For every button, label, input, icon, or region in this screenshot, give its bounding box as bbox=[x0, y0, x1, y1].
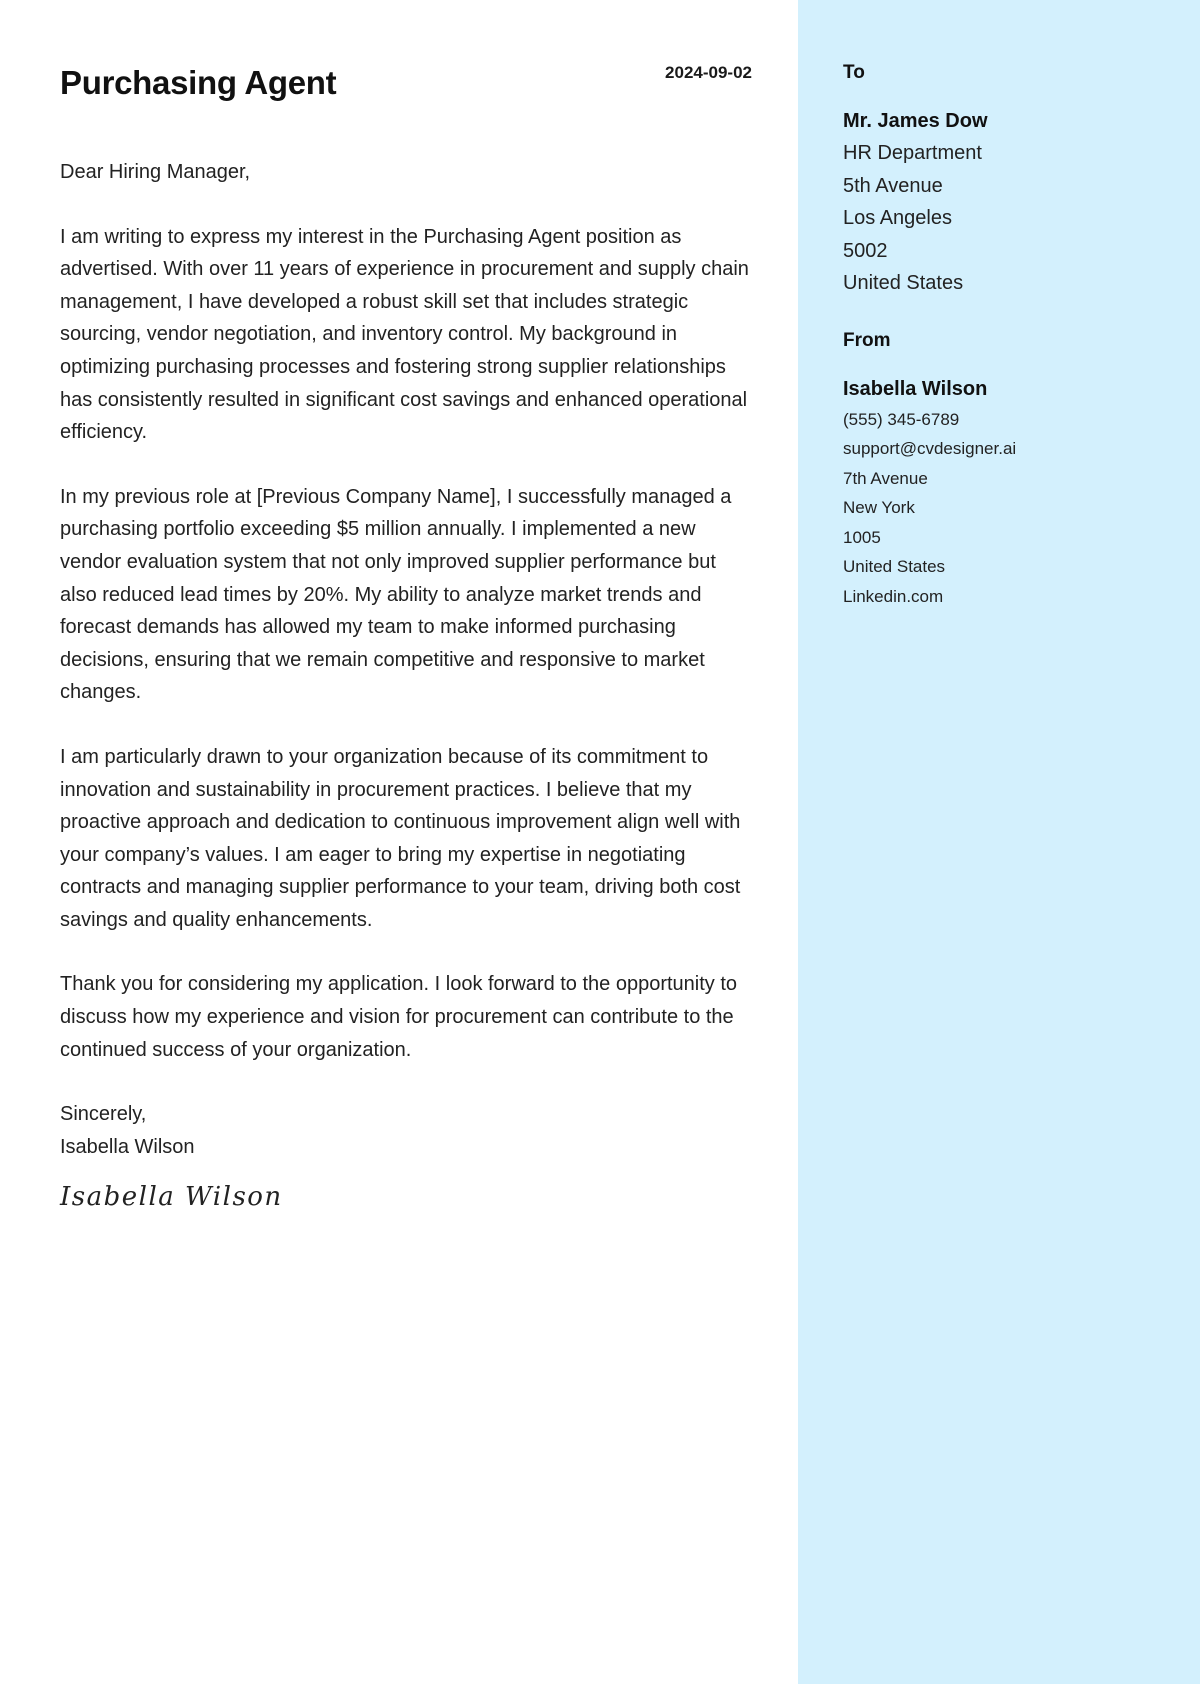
sender-name: Isabella Wilson bbox=[843, 377, 988, 400]
letter-paragraph-3: I am particularly drawn to your organization because of its commitment to innovation and sustainability in procurement practices. I believe that my proactive approach and dedication to continuous improvement align well with your company’s values. I am eager to bring my expertise in negotiating contracts and managing supplier performance to your team, driving both cost savings and quality enhancements. bbox=[60, 745, 741, 931]
sender-city: New York bbox=[843, 498, 915, 518]
sender-contact bbox=[843, 405, 1180, 612]
sender-country: United States bbox=[843, 557, 946, 577]
handwritten-signature: Isabella Wilson bbox=[60, 1182, 283, 1213]
recipient-block bbox=[843, 62, 1180, 300]
recipient-country: United States bbox=[843, 272, 964, 295]
contact-sidebar bbox=[798, 0, 1200, 1684]
page-title: Purchasing Agent bbox=[60, 64, 337, 101]
recipient-heading: To bbox=[843, 62, 865, 83]
recipient-city: Los Angeles bbox=[843, 207, 952, 230]
recipient-name: Mr. James Dow bbox=[843, 110, 988, 132]
recipient-street: 5th Avenue bbox=[843, 174, 943, 197]
letter-paragraph-1: I am writing to express my interest in the Purchasing Agent position as advertised. With over 11 years of experience in procurement and supply chain management, I have developed a robust skill set that includes strategic sourcing, vendor negotiation, and inventory control. My background in optimizing purchasing processes and fostering strong supplier relationships has consistently resulted in significant cost savings and enhanced operational efficiency. bbox=[60, 225, 749, 444]
recipient-department: HR Department bbox=[843, 142, 982, 164]
letter-sender-name: Isabella Wilson bbox=[60, 1135, 195, 1158]
sender-heading: From bbox=[843, 329, 891, 351]
letter-greeting: Dear Hiring Manager, bbox=[60, 161, 251, 183]
sender-email: support@cvdesigner.ai bbox=[843, 439, 1017, 459]
letter-paragraph-2: In my previous role at [Previous Company Name], I successfully managed a purchasing portfolio exceeding $5 million annually. I implemented a new vendor evaluation system that not only improved supplier performance but also reduced lead times by 20%. My ability to analyze market trends and forecast demands has allowed my team to make informed purchasing decisions, ensuring that we remain competitive and responsive to market changes. bbox=[60, 485, 732, 704]
letter-paragraph-4: Thank you for considering my application. I look forward to the opportunity to discuss how my experience and vision for procurement can contribute to the continued success of your organization. bbox=[60, 973, 738, 1061]
sender-phone: (555) 345-6789 bbox=[843, 409, 960, 429]
sender-block bbox=[843, 330, 1180, 612]
sender-zip: 1005 bbox=[843, 527, 881, 547]
sender-website: Linkedin.com bbox=[843, 586, 944, 606]
recipient-zip: 5002 bbox=[843, 239, 888, 262]
sender-street: 7th Avenue bbox=[843, 468, 928, 488]
recipient-address bbox=[843, 137, 1180, 300]
letter-body bbox=[60, 156, 754, 1214]
letter-date: 2024-09-02 bbox=[665, 63, 752, 82]
letter-closing: Sincerely, bbox=[60, 1103, 147, 1126]
